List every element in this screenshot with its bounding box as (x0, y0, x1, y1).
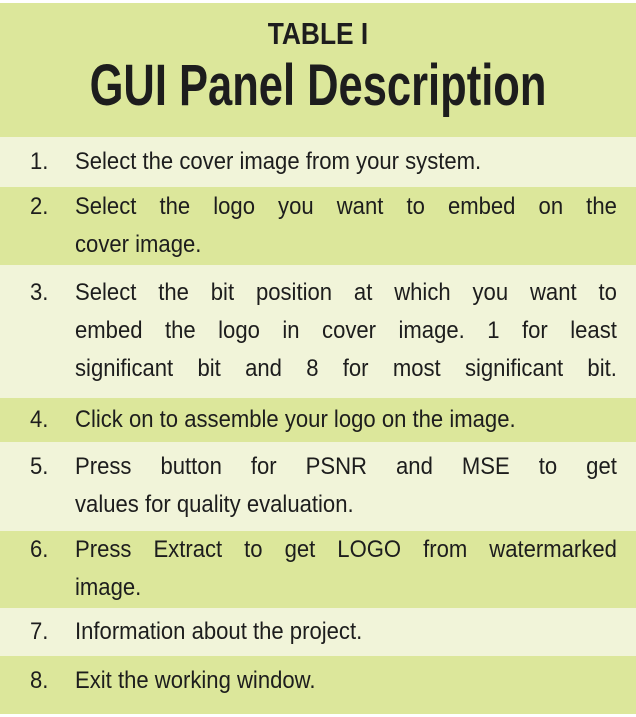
list-item-1 (0, 137, 636, 187)
list-item-6 (0, 531, 636, 608)
list-item-number: 7. (30, 618, 49, 645)
list-item-text (75, 613, 617, 651)
list-item-text (75, 662, 617, 700)
list-item-8 (0, 656, 636, 714)
table-caption (0, 3, 636, 137)
list-item-text (75, 143, 617, 181)
table-title: GUI Panel Description (89, 53, 547, 118)
list-item-number: 2. (30, 193, 49, 220)
list-item-number: 8. (30, 667, 49, 694)
list-item-line: Information about the project. (75, 618, 363, 645)
list-item-text (75, 188, 617, 264)
list-item-line: embed the logo in cover image. 1 for least (75, 317, 617, 344)
list-item-line: Select the cover image from your system. (75, 148, 482, 175)
list-item-number: 5. (30, 453, 49, 480)
list-item-3 (0, 265, 636, 398)
table-label: TABLE I (267, 16, 369, 51)
list-item-7 (0, 608, 636, 656)
list-item-text (75, 401, 617, 439)
list-item-line: cover image. (75, 231, 202, 258)
list-item-line: Select the logo you want to embed on the (75, 193, 617, 220)
list-item-text (75, 531, 617, 607)
list-item-line: Press button for PSNR and MSE to get (75, 453, 617, 480)
list-item-2 (0, 187, 636, 265)
list-item-line: values for quality evaluation. (75, 491, 354, 518)
list-item-text (75, 448, 617, 524)
list-item-line: Exit the working window. (75, 667, 316, 694)
table-panel (0, 3, 636, 714)
list-item-text (75, 274, 617, 388)
list-item-number: 6. (30, 536, 49, 563)
list-item-line: image. (75, 574, 142, 601)
list-item-4 (0, 398, 636, 442)
list-item-line: Press Extract to get LOGO from watermarked (75, 536, 617, 563)
list-item-5 (0, 442, 636, 531)
list-item-number: 3. (30, 279, 49, 306)
list-item-number: 1. (30, 148, 49, 175)
list-item-line: significant bit and 8 for most significant bit. (75, 355, 617, 382)
list-item-line: Select the bit position at which you want to (75, 279, 617, 306)
list-item-number: 4. (30, 406, 49, 433)
list-item-line: Click on to assemble your logo on the image. (75, 406, 516, 433)
